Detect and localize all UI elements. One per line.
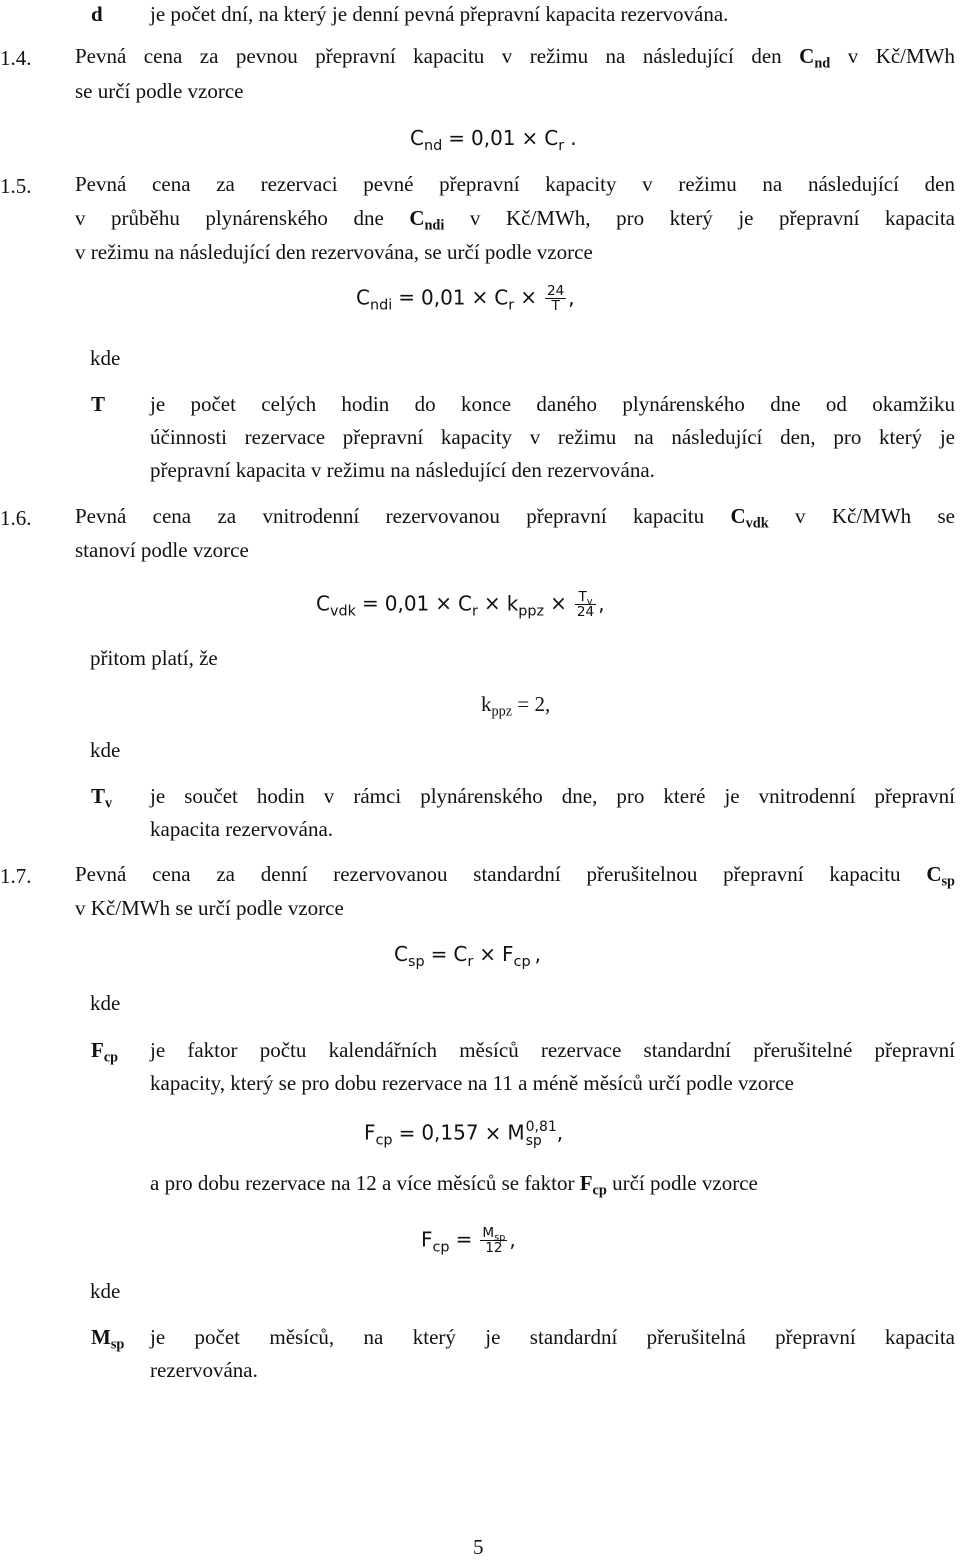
def-symbol-fcp: $F_{cp}$ [91, 1038, 119, 1066]
def-symbol-t: T [91, 392, 106, 416]
formula-fcp-long: $F_{cp}$ = $\frac{M_{sp}}{12}$ , [421, 1225, 516, 1257]
def-t-line-2: účinnosti rezervace přepravní kapacity v režimu na následující den, pro který je [150, 425, 955, 449]
def-symbol-tv: $T_v$ [91, 784, 113, 812]
section-number-1-6: 1.6. [0, 506, 32, 530]
kde-label: kde [90, 346, 121, 370]
section-1-7-line-2: v Kč/MWh se určí podle vzorce [75, 896, 344, 920]
def-t-line-3: přepravní kapacita v režimu na následující den rezervována. [150, 458, 655, 482]
top-def-symbol: d [91, 2, 103, 26]
def-t-line-1: je počet celých hodin do konce daného plynárenského dne od okamžiku [150, 392, 955, 416]
section-number-1-7: 1.7. [0, 864, 32, 888]
section-1-4-line-1: Pevná cena za pevnou přepravní kapacitu v režimu na následující den $C_{nd}$ v Kč/MWh [75, 44, 956, 72]
def-fcp-line-1: je faktor počtu kalendářních měsíců rezervace standardní přerušitelné přepravní [150, 1038, 955, 1062]
section-number-1-4: 1.4. [0, 46, 32, 70]
section-1-5-line-2: v průběhu plynárenského dne $C_{ndi}$ v Kč/MWh, pro který je přepravní kapacita [75, 206, 956, 234]
def-symbol-msp: $M_{sp}$ [91, 1325, 125, 1353]
def-msp-line-2: rezervována. [150, 1358, 258, 1382]
kde-label: kde [90, 991, 121, 1015]
fraction-msp-over-12: $\frac{M_{sp}}{12}$ [482, 1225, 506, 1257]
def-tv-line-2: kapacita rezervována. [150, 817, 334, 841]
kde-label: kde [90, 1279, 121, 1303]
kde-label: kde [90, 738, 121, 762]
formula-c-nd: $C_{nd} = 0,01 \times C_r$ . [410, 126, 577, 155]
section-1-5-line-3: v režimu na následující den rezervována, se určí podle vzorce [75, 240, 593, 264]
section-1-5-line-1: Pevná cena za rezervaci pevné přepravní kapacity v režimu na následující den [75, 172, 955, 196]
def-fcp-line-2: kapacity, který se pro dobu rezervace na 11 a méně měsíců určí podle vzorce [150, 1071, 794, 1095]
fraction-24-over-t: $\frac{24}{T}$ [546, 283, 565, 315]
def-msp-line-1: je počet měsíců, na který je standardní přerušitelná přepravní kapacita [150, 1325, 955, 1349]
formula-fcp-short: $F_{cp} = 0,157 \times M$ 0,81 sp , [364, 1119, 564, 1149]
page-number: 5 [473, 1535, 484, 1559]
def-tv-line-1: je součet hodin v rámci plynárenského dne, pro které je vnitrodenní přepravní [150, 784, 955, 808]
formula-k-ppz: $k_{ppz} = 2$, [481, 692, 551, 720]
pritom-plati-label: přitom platí, že [90, 646, 218, 670]
fraction-tv-over-24: $\frac{T_v}{24}$ [576, 589, 595, 621]
section-1-6-line-1: Pevná cena za vnitrodenní rezervovanou přepravní kapacitu $C_{vdk}$ v Kč/MWh se [75, 504, 956, 532]
formula-c-ndi: $C_{ndi} = 0,01 \times C_r$ × $\frac{24}{T}$ , [356, 283, 575, 315]
section-1-6-line-2: stanoví podle vzorce [75, 538, 249, 562]
section-1-7-line-1: Pevná cena za denní rezervovanou standardní přerušitelnou přepravní kapacitu $C_{sp}$ [75, 862, 955, 890]
formula-c-sp: $C_{sp} = C_r \times F_{cp}$ , [394, 942, 541, 971]
formula-c-vdk: $C_{vdk} = 0,01 \times C_r \times k_{ppz}$ × $\frac{T_v}{24}$ , [316, 589, 605, 621]
section-1-4-line-2: se určí podle vzorce [75, 79, 244, 103]
f-long-intro-line: a pro dobu rezervace na 12 a více měsíců se faktor $F_{cp}$ určí podle vzorce [150, 1171, 758, 1199]
section-number-1-5: 1.5. [0, 174, 32, 198]
top-def-text: je počet dní, na který je denní pevná přepravní kapacita rezervována. [150, 2, 729, 26]
